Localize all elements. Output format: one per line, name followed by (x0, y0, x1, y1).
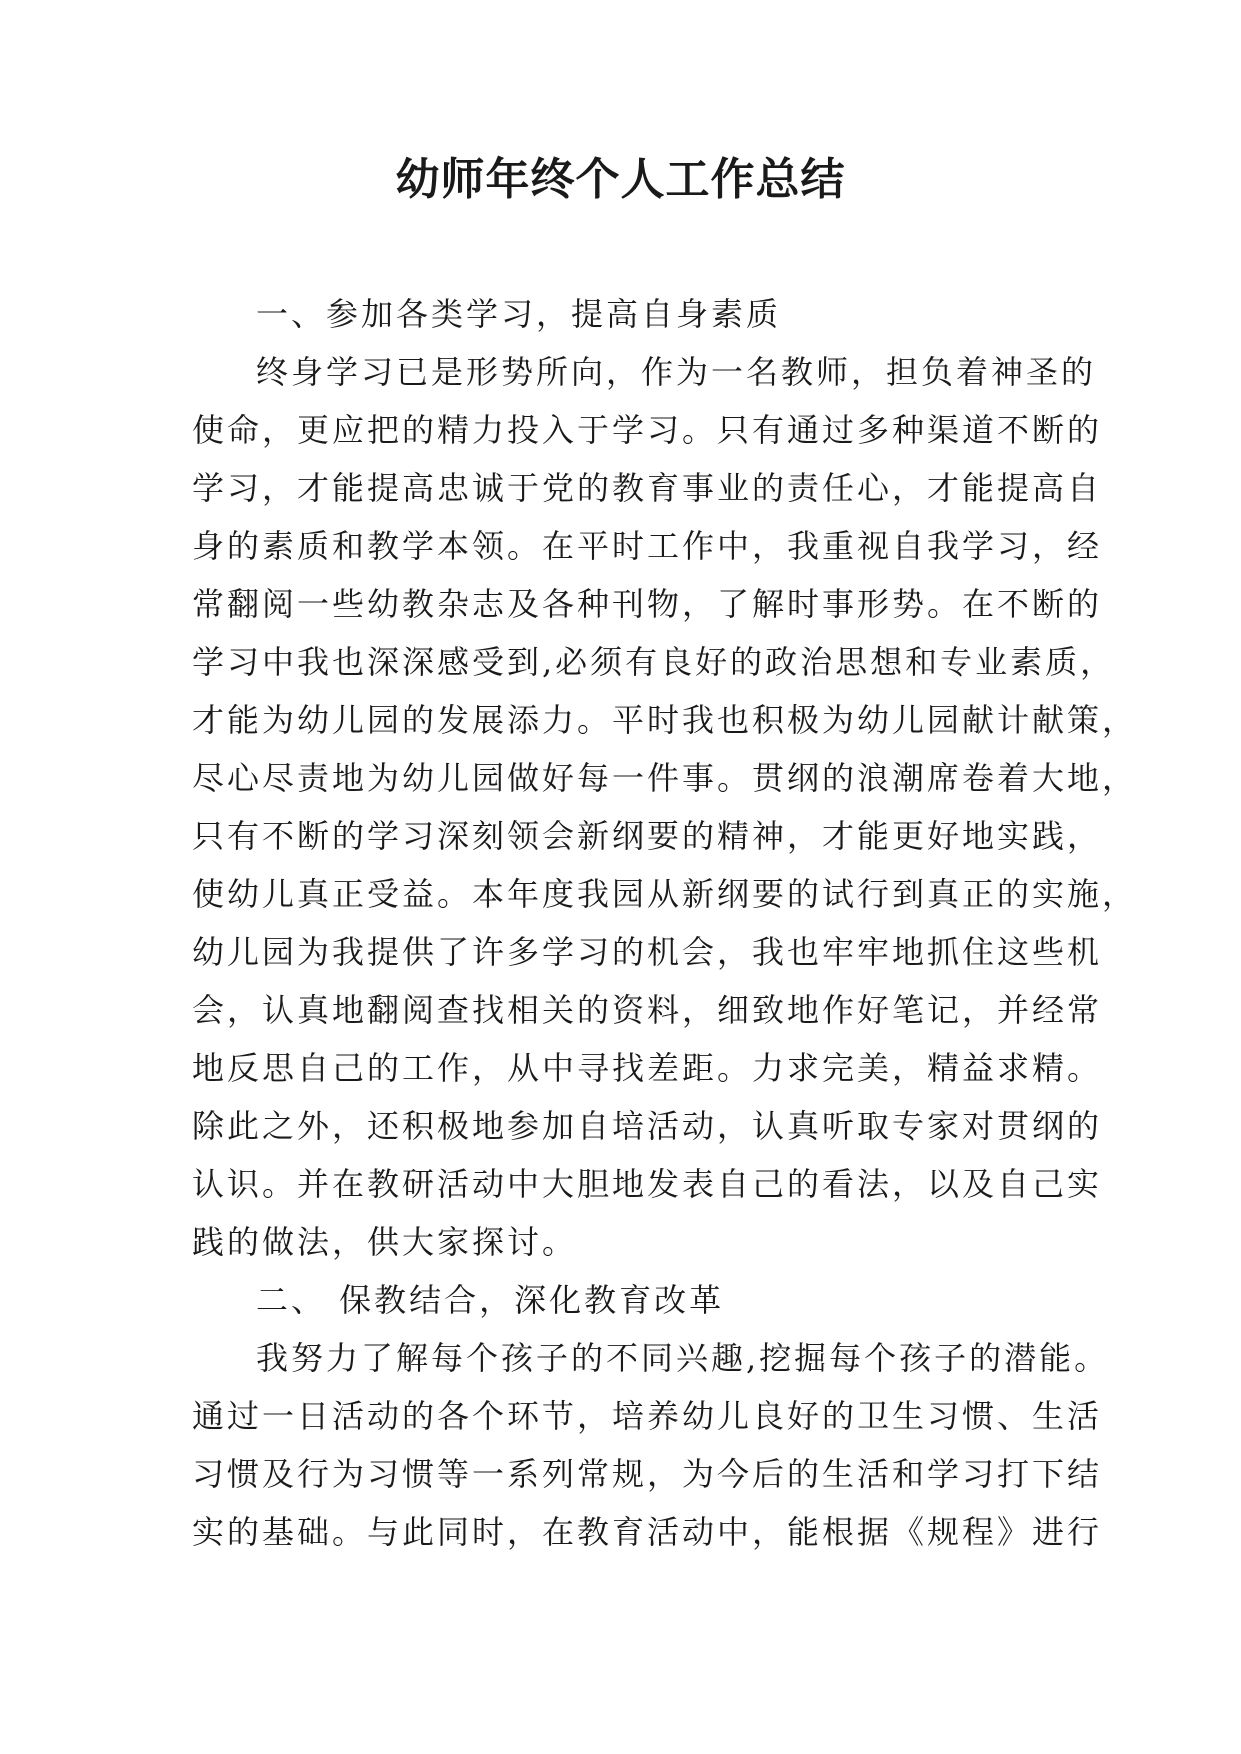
paragraph-line: 我努力了解每个孩子的不同兴趣,挖掘每个孩子的潜能。 (256, 1339, 1110, 1377)
paragraph-line: 习惯及行为习惯等一系列常规，为今后的生活和学习打下结 (192, 1455, 1103, 1493)
paragraph-line: 使命，更应把的精力投入于学习。只有通过多种渠道不断的 (192, 411, 1103, 449)
paragraph-line: 地反思自己的工作，从中寻找差距。力求完美，精益求精。 (192, 1049, 1103, 1087)
paragraph-line: 认识。并在教研活动中大胆地发表自己的看法，以及自己实 (192, 1165, 1103, 1203)
paragraph-line: 身的素质和教学本领。在平时工作中，我重视自我学习，经 (192, 527, 1103, 565)
paragraph-line: 会，认真地翻阅查找相关的资料，细致地作好笔记，并经常 (192, 991, 1103, 1029)
paragraph-line: 常翻阅一些幼教杂志及各种刊物，了解时事形势。在不断的 (192, 585, 1103, 623)
paragraph-line: 只有不断的学习深刻领会新纲要的精神，才能更好地实践， (192, 817, 1103, 855)
paragraph-line: 践的做法，供大家探讨。 (192, 1223, 578, 1261)
paragraph-line: 除此之外，还积极地参加自培活动，认真听取专家对贯纲的 (192, 1107, 1103, 1145)
paragraph-line: 终身学习已是形势所向，作为一名教师，担负着神圣的 (256, 353, 1097, 391)
paragraph-line: 实的基础。与此同时，在教育活动中，能根据《规程》进行 (192, 1513, 1103, 1551)
paragraph-line: 学习中我也深深感受到,必须有良好的政治思想和专业素质， (192, 643, 1116, 681)
paragraph-line: 通过一日活动的各个环节，培养幼儿良好的卫生习惯、生活 (192, 1397, 1103, 1435)
section-heading-1: 一、参加各类学习，提高自身素质 (256, 295, 782, 333)
section-heading-2: 二、 保教结合，深化教育改革 (256, 1281, 725, 1319)
document-title: 幼师年终个人工作总结 (395, 154, 846, 205)
paragraph-line: 才能为幼儿园的发展添力。平时我也积极为幼儿园献计献策， (192, 701, 1138, 739)
paragraph-line: 幼儿园为我提供了许多学习的机会，我也牢牢地抓住这些机 (192, 933, 1103, 971)
document-body (192, 285, 1138, 1561)
paragraph-line: 尽心尽责地为幼儿园做好每一件事。贯纲的浪潮席卷着大地， (192, 759, 1138, 797)
paragraph-line: 使幼儿真正受益。本年度我园从新纲要的试行到真正的实施， (192, 875, 1138, 913)
paragraph-line: 学习，才能提高忠诚于党的教育事业的责任心，才能提高自 (192, 469, 1103, 507)
